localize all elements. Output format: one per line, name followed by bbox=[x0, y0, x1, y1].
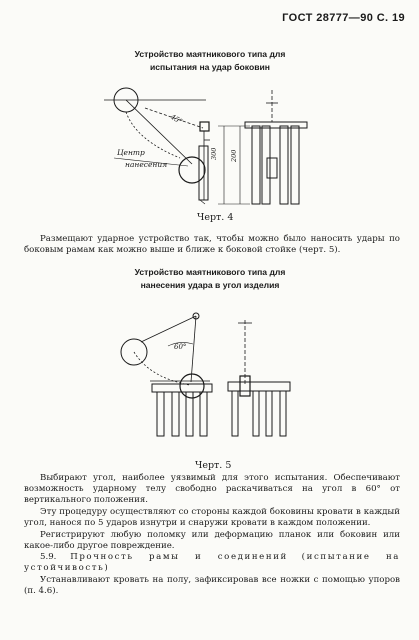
figure4-title-line2: испытания на удар боковин bbox=[149, 62, 270, 72]
figure4-angle-label: 45° bbox=[169, 112, 184, 126]
figure4-caption: Черт. 4 bbox=[197, 212, 234, 223]
paragraph-4: Регистрируют любую поломку или деформацию планок или боковин или какое-либо другое повреждение. bbox=[24, 530, 400, 552]
side-leg bbox=[280, 391, 286, 436]
figure4-title-line1: Устройство маятникового типа для bbox=[134, 49, 286, 59]
figure5-title-line2: нанесения удара в угол изделия bbox=[140, 280, 280, 290]
figure5-title-line1: Устройство маятникового типа для bbox=[134, 267, 286, 277]
side-leg bbox=[253, 391, 259, 436]
bed-leg bbox=[172, 392, 179, 436]
paragraph-1: Размещают ударное устройство так, чтобы можно было наносить удары по боковым рамам как можно выше и ближе к боковой стойке (черт. 5). bbox=[24, 234, 400, 256]
bed-leg bbox=[200, 392, 207, 436]
section-number: 5.9. bbox=[40, 552, 57, 562]
page-header: ГОСТ 28777—90 С. 19 bbox=[282, 12, 405, 24]
figure4-dim2: 200 bbox=[230, 149, 238, 162]
bed-leg bbox=[186, 392, 193, 436]
paragraph-2: Выбирают угол, наиболее уязвимый для этого испытания. Обеспечивают возможность ударному телу свободно раскачиваться на угол в 60° от вертикального положения. bbox=[24, 473, 400, 506]
pendulum-arm bbox=[141, 316, 196, 342]
bed-leg bbox=[157, 392, 164, 436]
figure4-label-impact: нанесения bbox=[125, 160, 168, 169]
figure4-label-center: Центр bbox=[117, 148, 145, 157]
section-heading: Прочность рамы и соединений bbox=[70, 552, 288, 562]
side-block bbox=[240, 376, 250, 396]
section-subheading: (испытание на устойчивость) bbox=[24, 552, 401, 574]
side-rail bbox=[228, 382, 290, 391]
figure4-dim1: 300 bbox=[210, 147, 218, 160]
side-leg bbox=[266, 391, 272, 436]
figure5-angle-label: 60° bbox=[174, 343, 187, 351]
paragraph-5: Устанавливают кровать на полу, зафиксировав все ножки с помощью упоров (п. 4.6). bbox=[24, 575, 400, 597]
section-5-9 bbox=[24, 552, 400, 574]
figure5-caption: Черт. 5 bbox=[195, 460, 232, 471]
paragraph-3: Эту процедуру осуществляют со стороны каждой боковины кровати в каждый угол, нанося по 5 ударов изнутри и снаружи кровати в каждом положении. bbox=[24, 507, 400, 529]
side-leg bbox=[232, 391, 238, 436]
